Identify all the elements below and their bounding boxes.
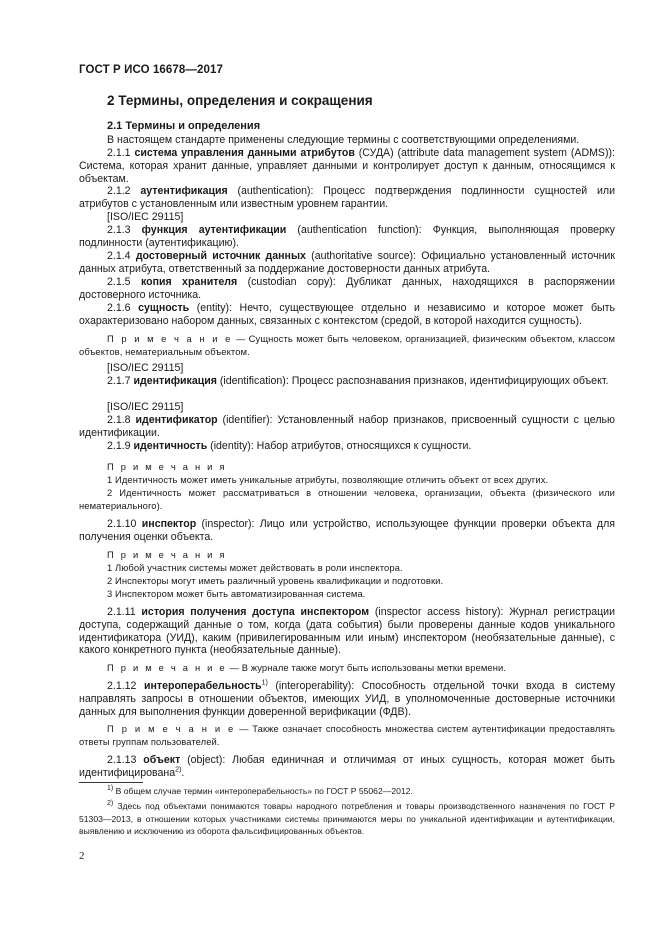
term-name: достоверный источник данных [135, 250, 306, 262]
footnote-divider [79, 782, 143, 783]
term-number: 2.1.2 [107, 185, 131, 197]
term-number: 2.1.10 [107, 518, 137, 530]
term-number: 2.1.9 [107, 440, 131, 452]
term-2-1-3 [79, 224, 615, 250]
note-label: П р и м е ч а н и е [107, 723, 236, 734]
footnote-ref: 2) [175, 766, 182, 774]
term-definition: (authoritative source): Официально установленный источник данных атрибута, ответственный за поддержание достоверности данных атрибута. [79, 250, 615, 275]
term-definition: (object): Любая единичная и отличимая от иных сущность, которая может быть идентифицирована [79, 754, 615, 779]
term-2-1-2 [79, 185, 615, 211]
term-2-1-10 [79, 518, 615, 544]
term-name: идентификация [133, 375, 217, 387]
document-header: ГОСТ Р ИСО 16678—2017 [79, 64, 224, 76]
note-2-1-6: П р и м е ч а н и е — Сущность может быть человеком, организацией, физическим объектом, классом объектов, нематериальным объектом. [79, 333, 616, 357]
term-number: 2.1.4 [107, 250, 131, 262]
term-definition: (entity): Нечто, существующее отдельно и независимо и которое может быть охарактеризовано набором данных, связанных с контекстом (средой, в которой находится сущность). [79, 302, 615, 327]
reference-iso-iec-29115: [ISO/IEC 29115] [107, 362, 184, 374]
term-name: копия хранителя [140, 276, 238, 288]
term-2-1-11 [79, 606, 615, 657]
note-label: П р и м е ч а н и е [107, 662, 227, 673]
notes-heading [79, 461, 615, 474]
footnote-text: В общем случае термин «интероперабельность» по ГОСТ Р 55062—2012. [113, 786, 413, 796]
term-definition: (inspector): Лицо или устройство, использующее функции проверки объекта для получения оценки объекта. [79, 518, 616, 543]
term-name: интероперабельность [143, 680, 262, 692]
term-2-1-13: 2.1.13 объект (object): Любая единичная и отличимая от иных сущность, которая может быть идентифицирована$^{2)}$. [79, 754, 615, 779]
term-2-1-4 [79, 250, 615, 276]
term-number: 2.1.5 [107, 276, 131, 288]
section-title: 2 Термины, определения и сокращения [107, 93, 373, 108]
note-2-1-11: П р и м е ч а н и е — В журнале также могут быть использованы метки времени. [107, 662, 507, 673]
term-2-1-5 [79, 276, 615, 302]
note-2-1-9-1: 1 Идентичность может иметь уникальные атрибуты, позволяющие отличить объект от всех других. [107, 474, 549, 485]
footnote-mark: 2) [107, 800, 114, 808]
term-name: история получения доступа инспектором [141, 606, 370, 618]
term-definition: (inspector access history): Журнал регистрации доступа, содержащий данные о том, когда (дата события) были проверены данные кодов уникального идентификатора (УИД), каким (привилегированным или иным) инспектором (необязательные данные), с какого конкретного пункта (необязательные данные). [79, 606, 615, 657]
term-2-1-8 [79, 414, 615, 440]
footnote-text: Здесь под объектами понимаются товары народного потребления и товары производственного назначения по ГОСТ Р 51303—2013, в отношении которых участниками системы принимаются меры по уникальной идентификации и аутентификации, выявлению и исключению из оборота фальсифицированных объектов. [79, 801, 615, 837]
note-2-1-12: П р и м е ч а н и е — Также означает способность множества систем аутентификации предоставлять ответы группам пользователей. [79, 723, 615, 747]
footnote-ref: 1) [261, 679, 268, 687]
note-2-1-10-2: 2 Инспекторы могут иметь различный уровень квалификации и подготовки. [107, 575, 444, 586]
term-2-1-6 [79, 302, 615, 328]
term-name: сущность [138, 302, 190, 314]
term-number: 2.1.8 [107, 414, 131, 426]
term-definition: (СУДА) (attribute data management system (ADMS)): Система, которая хранит данные, управляет данными и контролирует доступ к данным, относящимся к объектам. [79, 147, 615, 185]
note-2-1-9-2: 2 Идентичность может рассматриваться в отношении человека, организации, объекта (физического или нематериального). [79, 487, 615, 511]
term-number: 2.1.6 [107, 302, 131, 314]
note-text: Также означает способность множества систем аутентификации предоставлять ответы группам пользователей. [79, 723, 615, 747]
footnote-1 [79, 785, 615, 798]
term-number: 2.1.3 [107, 224, 131, 236]
note-2-1-10-1: 1 Любой участник системы может действовать в роли инспектора. [107, 562, 403, 573]
term-2-1-1 [79, 147, 615, 185]
term-2-1-12 [79, 680, 615, 718]
term-definition: (authentication function): Функция, выполняющая проверку подлинности (аутентификацию). [79, 224, 615, 249]
footnote-mark: 1) [107, 785, 114, 793]
page-number: 2 [79, 850, 85, 862]
term-definition: (interoperability): Способность отдельной точки входа в систему направлять запросы в отношении объектов, имеющих УИД, в уполномоченные достоверные источники данных для выполнения функции доверенной верификации (ФДВ). [79, 680, 615, 718]
term-name: система управления данными атрибутов [134, 147, 355, 159]
note-text: Сущность может быть человеком, организацией, физическим объектом, классом объектов, нематериальным объектом. [79, 333, 616, 357]
term-number: 2.1.12 [107, 680, 137, 692]
note-text: В журнале также могут быть использованы метки времени. [241, 662, 507, 673]
term-name: идентификатор [135, 414, 218, 426]
reference-iso-iec-29115: [ISO/IEC 29115] [107, 401, 184, 413]
term-definition: (identity): Набор атрибутов, относящихся к сущности. [207, 440, 472, 452]
term-number: 2.1.1 [107, 147, 131, 159]
intro-paragraph: В настоящем стандарте применены следующие термины с соответствующими определениями. [107, 134, 580, 146]
term-number: 2.1.11 [107, 606, 136, 618]
term-name: функция аутентификации [141, 224, 287, 236]
term-2-1-9 [79, 440, 615, 453]
note-2-1-10-3: 3 Инспектором может быть автоматизированная система. [107, 588, 366, 599]
term-name: идентичность [133, 440, 208, 452]
notes-heading [79, 549, 615, 562]
footnote-2 [79, 800, 615, 838]
term-definition: (custodian copy): Дубликат данных, находящихся в распоряжении достоверного источника. [79, 276, 615, 301]
term-number: 2.1.7 [107, 375, 131, 387]
term-name: аутентификация [140, 185, 228, 197]
note-label: П р и м е ч а н и е [107, 333, 233, 344]
term-definition: (identification): Процесс распознавания признаков, идентифицирующих объект. [216, 375, 609, 387]
term-definition: (identifier): Установленный набор признаков, присвоенный сущности с целью идентификации. [79, 414, 615, 439]
note-label: П р и м е ч а н и я [107, 461, 227, 472]
term-name: инспектор [141, 518, 197, 530]
term-definition: (authentication): Процесс подтверждения подлинности сущностей или атрибутов с установленным или известным уровнем гарантии. [79, 185, 615, 210]
note-label: П р и м е ч а н и я [107, 549, 227, 560]
term-name: объект [143, 754, 181, 766]
term-2-1-7 [79, 375, 615, 388]
reference-iso-iec-29115: [ISO/IEC 29115] [107, 211, 184, 223]
subsection-title: 2.1 Термины и определения [107, 120, 261, 132]
term-number: 2.1.13 [107, 754, 137, 766]
